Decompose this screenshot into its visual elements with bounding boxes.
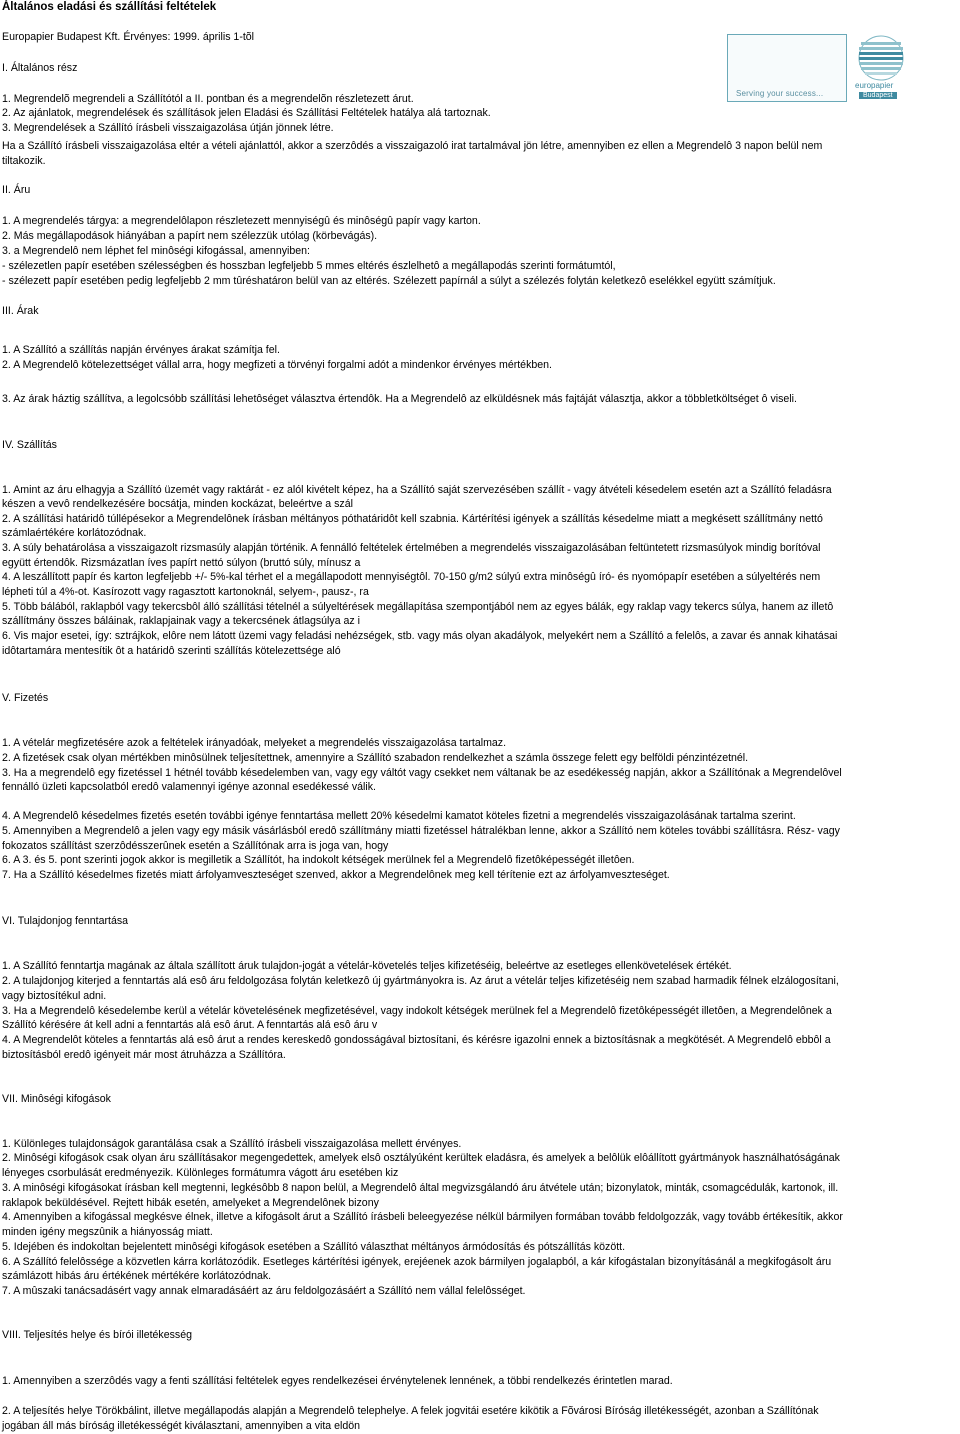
text-line: - szélezett papír esetében pedig legfeljebb 2 mm tûréshatáron belül van az eltérés. Szélezett papírnál a súlyt a szélezés folytán keletkezô eselékkel együtt számítjuk. (2, 275, 776, 287)
text-line: 2. Más megállapodások hiányában a papírt nem szélezzük utólag (körbevágás). (2, 230, 378, 242)
text-line: együtt értendôk. Rizsmázatlan íves papírt nettó súlyon (bruttó súly, mínusz a (2, 557, 361, 569)
text-line: raklapok beküldésével. Rejtett hibák esetén, amelyeket a Megrendelônek bizony (2, 1197, 379, 1209)
text-line: - szélezetlen papír esetében szélességben és hosszban legfeljebb 5 mmes eltérés észlelhetô a megállapodás szerinti formátumtól, (2, 260, 616, 272)
text-line: I. Általános rész (2, 62, 78, 74)
text-line: 3. Az árak háztig szállítva, a legolcsóbb szállítási lehetôséget választva értendôk. Ha a Megrendelô az elküldésnek más fajtáját választja, akkor a többletköltséget ô viseli. (2, 393, 797, 405)
text-line: 1. Amint az áru elhagyja a Szállító üzemét vagy raktárát - ez alól kivételt képez, ha a Szállító saját szervezésében szállít - vagy átvételi késedelem esetén azt a Szállító feladásra (2, 484, 832, 496)
text-line: 3. Ha a megrendelô egy fizetéssel 1 hétnél tovább késedelemben van, vagy egy váltót vagy csekket nem váltanak be az esedékesség napján, akkor a Szállítónak a Megrendelôvel (2, 767, 842, 779)
text-line: 1. Megrendelõ megrendeli a Szállítótól a II. pontban és a megrendelõn részletezett árut. (2, 93, 414, 105)
text-line: VIII. Teljesítés helye és bírói illetékesség (2, 1329, 192, 1341)
text-line: 4. Amennyiben a kifogással megkésve élnek, illetve a kifogásolt árut a Szállító írásbeli beleegyezése nélkül bármilyen formában tovább feldolgozzák, vagy tovább értékesítik, akkor (2, 1211, 843, 1223)
text-line: 3. A minôségi kifogásokat írásban kell megtenni, legkésôbb 8 napon belül, a Megrendelô által megvizsgálandó áru átvétele után; bizonylatok, minták, csomagcédulák, kartonok, ill. (2, 1182, 839, 1194)
text-line: számlaértékére korlátozódnak. (2, 527, 147, 539)
text-line: Ha a Szállító írásbeli visszaigazolása eltér a vételi ajánlattól, akkor a szerzôdés a visszaigazoló irat tartalmával jön létre, amennyiben ez ellen a Megrendelô 3 napon belül nem (2, 140, 823, 152)
text-line: VII. Minôségi kifogások (2, 1093, 111, 1105)
text-line: 1. A vételár megfizetésére azok a feltételek irányadóak, melyeket a megrendelés visszaigazolása tartalmaz. (2, 737, 507, 749)
text-line: 5. Több bálából, raklapból vagy tekercsbôl álló szállítási tételnél a súlyeltérések megállapítása szempontjából nem az egyes bálák, egy raklap vagy tekercs súlya, hanem az illetô (2, 601, 834, 613)
text-line: 2. Az ajánlatok, megrendelések és szállítások jelen Eladási és Szállítási Feltételek hatálya alá tartoznak. (2, 107, 491, 119)
text-line: VI. Tulajdonjog fenntartása (2, 915, 129, 927)
text-line: IV. Szállítás (2, 439, 57, 451)
text-line: minden igény megszûnik a hiányosság miatt. (2, 1226, 213, 1238)
logo-slogan: Serving your success... (736, 89, 824, 98)
text-line: Europapier Budapest Kft. Érvényes: 1999. április 1-tõl (2, 31, 255, 43)
text-line: II. Áru (2, 184, 31, 196)
text-line: V. Fizetés (2, 692, 49, 704)
text-line: tiltakozik. (2, 155, 46, 167)
text-line: szállítmány összes báláinak, raklapjainak vagy a tekercsének átlagsúlya az i (2, 615, 361, 627)
text-line: lépheti túl a 4%-ot. Kasírozott vagy ragasztott kartonoknál, selyem-, pausz-, ra (2, 586, 369, 598)
text-line: 4. A leszállított papír és karton legfeljebb +/- 5%-kal térhet el a megállapodott mennyiségtôl. 70-150 g/m2 súlyú extra minôségû író- és nyomópapír esetében a súlyeltérés nem (2, 571, 821, 583)
text-line: fokozatos szállítást szerzôdésszerûnek esetén a Szállítónak arra is joga van, hogy (2, 840, 389, 852)
text-line: III. Árak (2, 305, 39, 317)
text-line: biztosításból eredô igényeit már most átruházza a Szállítóra. (2, 1049, 286, 1061)
text-line: lényeges csorbulását eredményezik. Különleges formátumra vágott áru esetében kiz (2, 1167, 399, 1179)
text-line: 7. A mûszaki tanácsadásért vagy annak elmaradásáért az áru feldolgozásáért a Szállító nem vállal felelôsséget. (2, 1285, 526, 1297)
text-line: idôtartamára mentesítik ôt a határidô szerinti szállítás kötelezettsége aló (2, 645, 341, 657)
text-line: 2. A Megrendelô kötelezettséget vállal arra, hogy megfizeti a törvényi forgalmi adót a mindenkor érvényes mértékben. (2, 359, 552, 371)
logo-slogan-panel (727, 34, 847, 102)
text-line: vagy biztosítékul adni. (2, 990, 107, 1002)
text-line: 4. A Megrendelô késedelmes fizetés esetén további igénye fenntartása mellett 20% késedelmi kamatot köteles fizetni a megrendelés visszaigazolásának tartalma szerint. (2, 810, 796, 822)
text-line: jogában áll más bíróság illetékességét kiválasztani, amennyiben a vita eldön (2, 1420, 361, 1432)
text-line: 2. A tulajdonjog kiterjed a fenntartás alá esô áru feldolgozása folytán keletkezô új gyártmányokra is. Az árut a vételár teljes kifizetéséig nem szabad harmadik félnek elzálogosítani, (2, 975, 839, 987)
text-line: 2. A fizetések csak olyan mértékben minôsülnek teljesítettnek, amennyire a Szállító szabadon rendelkezhet a számla összege felett egy belföldi pénzintézetnél. (2, 752, 749, 764)
text-line: 1. A megrendelés tárgya: a megrendelôlapon részletezett mennyiségû és minôségû papír vagy karton. (2, 215, 481, 227)
page-title: Általános eladási és szállítási feltételek (2, 1, 217, 13)
text-line: 2. A teljesítés helye Törökbálint, illetve megállapodás alapján a Megrendelô telephelye. A felek jogvitái esetére kikötik a Fõvárosi Bíróság illetékességét, azonban a Szállítónak (2, 1405, 819, 1417)
text-line: 1. Különleges tulajdonságok garantálása csak a Szállító írásbeli visszaigazolása mellett érvényes. (2, 1138, 462, 1150)
text-line: 1. A Szállító fenntartja magának az általa szállított áruk tulajdon-jogát a vételár-követelés teljes kifizetéséig, beleértve az esetleges ellenkövetelések értékét. (2, 960, 732, 972)
logo-city: Budapest (859, 92, 897, 99)
text-line: 6. A Szállító felelôssége a közvetlen kárra korlátozódik. Esetleges kártérítési igények, erejéenek azok bármilyen jogalapból, a kár kifogástalan bizonyításánál a megkifogásolt áru (2, 1256, 832, 1268)
text-line: készen a vevô rendelkezésére bocsátja, minden kockázat, beleértve a szál (2, 498, 353, 510)
text-line: 3. A súly behatárolása a visszaigazolt rizsmasúly alapján történik. A fennálló feltételek értelmében a megrendelés visszaigazolásában feltüntetett rizsmasúlyok mindig borítóval (2, 542, 821, 554)
text-line: 1. Amennyiben a szerzôdés vagy a fenti szállítási feltételek egyes rendelkezései érvénytelenek lennének, a többi rendelkezés érintetlen marad. (2, 1375, 673, 1387)
text-line: 1. A Szállító a szállítás napján érvényes árakat számítja fel. (2, 344, 280, 356)
text-line: 3. Ha a Megrendelô késedelembe kerül a vételár követelésének megfizetésével, vagy indokolt kétségek merülnek fel a Megrendelô fizetôképességét illetôen, a Megrendelônek a (2, 1005, 832, 1017)
text-line: 6. A 3. és 5. pont szerinti jogok akkor is megilletik a Szállítót, ha indokolt kétségek merülnek fel a Megrendelô fizetôképességét illetôen. (2, 854, 635, 866)
text-line: 5. Amennyiben a Megrendelô a jelen vagy egy másik vásárlásból eredô szállítmány miatti fizetéssel hátralékban lenne, akkor a Szállító nem köteles további szállításra. Rész- vagy (2, 825, 840, 837)
text-line: 3. a Megrendelô nem léphet fel minôségi kifogással, amennyiben: (2, 245, 310, 257)
text-line: számlázott hibás áru értékének mértékére korlátozódnak. (2, 1270, 272, 1282)
text-line: 2. A szállítási határidô túllépésekor a Megrendelônek írásban méltányos póthatáridôt kell szabnia. Kártérítési igények a szállítás késedelme miatt a megkésett szállítmány nettó (2, 513, 823, 525)
text-line: 3. Megrendelések a Szállító írásbeli visszaigazolása útján jönnek létre. (2, 122, 334, 134)
europapier-logo (727, 34, 913, 104)
text-line: 5. Idejében és indokoltan bejelentett minôségi kifogások esetében a Szállító választhat méltányos ármódosítás és pótszállítás között. (2, 1241, 626, 1253)
text-line: fennálló üzleti kapcsolatból eredô valamennyi igénye azonnal esedékessé válik. (2, 781, 376, 793)
text-line: 6. Vis major esetei, így: sztrájkok, elôre nem látott üzemi vagy feladási nehézségek, stb. vagy más olyan akadályok, melyekért nem a Szállító a felelôs, a zavar és annak kihatásai (2, 630, 838, 642)
text-line: 7. Ha a Szállító késedelmes fizetés miatt árfolyamveszteséget szenved, akkor a Megrendelônek meg kell térítenie ezt az árfolyamveszteséget. (2, 869, 670, 881)
text-line: 4. A Megrendelôt köteles a fenntartás alá esô árut a rendes kereskedô gondosságával biztosítani, és kérésre igazolni ennek a biztosításnak a megkötését. A Megrendelô ebbôl a (2, 1034, 831, 1046)
text-line: Szállító kérésére át kell adni a fenntartás alá esô árut. A fenntartás alá esô áru v (2, 1019, 378, 1031)
text-line: 2. Minôségi kifogások csak olyan áru szállításakor megengedettek, amelyek elsô osztályúként kerültek eladásra, és amelyek a belôlük elôállított gyártmányok használhatóságának (2, 1152, 840, 1164)
logo-brand: europapier (855, 81, 894, 90)
